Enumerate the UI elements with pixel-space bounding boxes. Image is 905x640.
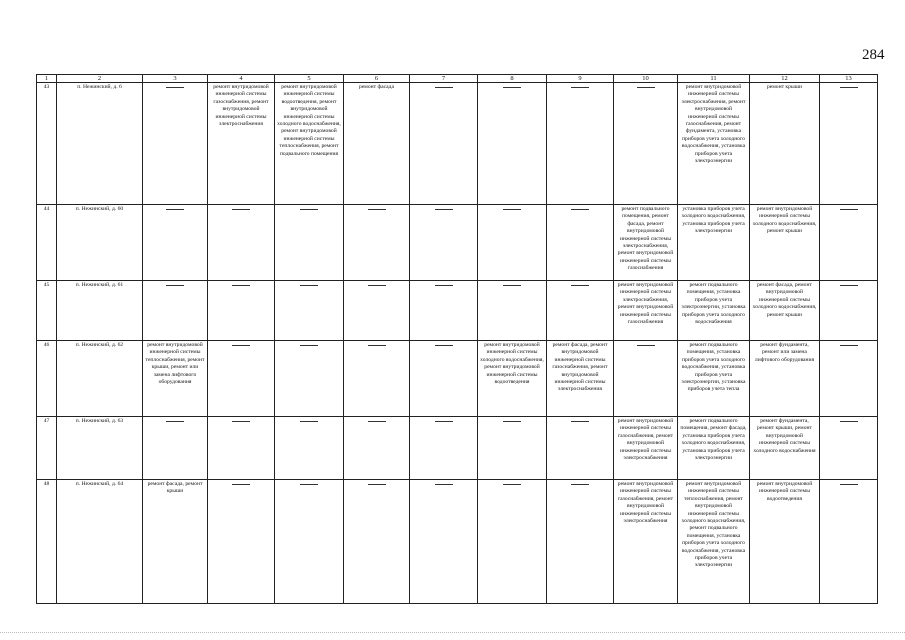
work-cell [478, 83, 547, 205]
empty-dash [840, 484, 858, 485]
work-cell: ремонт внутридомовой инженерной системы электроснабжения, ремонт внутридомовой инженерной системы газоснабжения [614, 281, 678, 341]
empty-dash [840, 87, 858, 88]
work-cell [143, 205, 208, 281]
work-cell [820, 480, 878, 604]
empty-dash [840, 285, 858, 286]
row-number: 43 [37, 83, 57, 205]
empty-dash [166, 421, 184, 422]
work-cell: ремонт внутридомовой инженерной системы теплоснабжения, ремонт крыши, ремонт или замена лифтового оборудования [143, 341, 208, 417]
work-cell [143, 83, 208, 205]
work-cell [344, 281, 410, 341]
work-cell [478, 417, 547, 480]
column-header: 9 [547, 75, 614, 83]
empty-dash [166, 209, 184, 210]
address-cell: п. Нежинский, д. 64 [57, 480, 143, 604]
empty-dash [232, 285, 250, 286]
empty-dash [232, 209, 250, 210]
empty-dash [435, 87, 453, 88]
work-cell: ремонт фасада [344, 83, 410, 205]
column-header: 2 [57, 75, 143, 83]
work-cell [208, 341, 275, 417]
work-cell [547, 281, 614, 341]
work-cell: ремонт фасада, ремонт крыши [143, 480, 208, 604]
column-header: 3 [143, 75, 208, 83]
empty-dash [435, 285, 453, 286]
work-cell [410, 417, 478, 480]
column-header: 13 [820, 75, 878, 83]
work-cell [614, 83, 678, 205]
work-cell: ремонт подвального помещения, установка приборов учета холодного водоснабжения, установка приборов учета электроэнергии, установка приборов учета тепла [678, 341, 750, 417]
work-cell [344, 341, 410, 417]
empty-dash [571, 209, 589, 210]
empty-dash [232, 345, 250, 346]
empty-dash [840, 345, 858, 346]
column-header: 12 [750, 75, 820, 83]
empty-dash [840, 421, 858, 422]
work-cell: ремонт фундамента, ремонт или замена лифтового оборудования [750, 341, 820, 417]
work-cell [547, 417, 614, 480]
work-cell [410, 480, 478, 604]
work-cell: ремонт внутридомовой инженерной системы водоотведения, ремонт внутридомовой инженерной системы холодного водоснабжения, ремонт внутридомовой инженерной системы теплоснабжения, ремонт подвального помещения [275, 83, 344, 205]
empty-dash [368, 421, 386, 422]
empty-dash [166, 87, 184, 88]
work-cell: ремонт внутридомовой инженерной системы электроснабжения, ремонт внутридомовой инженерной системы газоснабжения, ремонт фундамента, установка приборов учета холодного водоснабжения, установка приборов учета электроэнергии [678, 83, 750, 205]
table-row [37, 205, 878, 281]
work-cell [275, 480, 344, 604]
scan-edge-line [0, 632, 905, 633]
work-cell [410, 83, 478, 205]
empty-dash [637, 345, 655, 346]
work-cell [275, 281, 344, 341]
column-header: 7 [410, 75, 478, 83]
column-number-row [37, 75, 878, 83]
work-cell: ремонт подвального помещения, установка приборов учета электроэнергии, установка приборов учета холодного водоснабжения [678, 281, 750, 341]
work-cell [208, 480, 275, 604]
work-cell: ремонт подвального помещения, ремонт фасада, ремонт внутридомовой инженерной системы электроснабжения, ремонт внутридомовой инженерной системы газоснабжения [614, 205, 678, 281]
work-cell [275, 341, 344, 417]
work-cell [614, 341, 678, 417]
empty-dash [571, 285, 589, 286]
row-number: 47 [37, 417, 57, 480]
empty-dash [571, 421, 589, 422]
work-cell: ремонт крыши [750, 83, 820, 205]
column-header: 10 [614, 75, 678, 83]
address-cell: п. Нежинский, д. 6 [57, 83, 143, 205]
row-number: 44 [37, 205, 57, 281]
work-cell [820, 281, 878, 341]
table-row [37, 480, 878, 604]
work-cell [275, 205, 344, 281]
work-cell [410, 341, 478, 417]
empty-dash [503, 421, 521, 422]
table-row [37, 417, 878, 480]
row-number: 46 [37, 341, 57, 417]
work-cell: ремонт внутридомовой инженерной системы теплоснабжения, ремонт внутридомовой инженерной системы холодного водоснабжения, ремонт подвального помещения, установка приборов учета холодного водоснабжения, установка приборов учета электроэнергии [678, 480, 750, 604]
work-cell [410, 281, 478, 341]
row-number: 45 [37, 281, 57, 341]
row-number: 48 [37, 480, 57, 604]
empty-dash [300, 345, 318, 346]
work-cell [478, 205, 547, 281]
work-cell [344, 205, 410, 281]
work-cell: ремонт внутридомовой инженерной системы газоснабжения, ремонт внутридомовой инженерной системы электроснабжения [614, 480, 678, 604]
column-header: 5 [275, 75, 344, 83]
table-row [37, 83, 878, 205]
empty-dash [300, 484, 318, 485]
work-cell [208, 417, 275, 480]
empty-dash [435, 484, 453, 485]
empty-dash [232, 484, 250, 485]
empty-dash [435, 421, 453, 422]
work-cell [275, 417, 344, 480]
empty-dash [300, 209, 318, 210]
empty-dash [840, 209, 858, 210]
work-cell [344, 480, 410, 604]
work-cell [410, 205, 478, 281]
work-cell [547, 83, 614, 205]
work-cell [820, 341, 878, 417]
work-cell [547, 480, 614, 604]
work-cell [208, 281, 275, 341]
empty-dash [368, 209, 386, 210]
address-cell: п. Нежинский, д. 61 [57, 281, 143, 341]
empty-dash [571, 87, 589, 88]
address-cell: п. Нежинский, д. 63 [57, 417, 143, 480]
address-cell: п. Нежинский, д. 62 [57, 341, 143, 417]
empty-dash [435, 345, 453, 346]
page-number: 284 [862, 47, 885, 63]
table-row [37, 341, 878, 417]
work-cell [478, 480, 547, 604]
empty-dash [503, 484, 521, 485]
empty-dash [503, 87, 521, 88]
work-cell [547, 205, 614, 281]
empty-dash [503, 285, 521, 286]
work-cell: ремонт внутридомовой инженерной системы холодного водоснабжения, ремонт внутридомовой инженерной системы водоотведения [478, 341, 547, 417]
work-cell: установка приборов учета холодного водоснабжения, установка приборов учета электроэнергии [678, 205, 750, 281]
work-cell [208, 205, 275, 281]
empty-dash [368, 484, 386, 485]
empty-dash [166, 285, 184, 286]
work-cell: ремонт фундамента, ремонт крыши, ремонт внутридомовой инженерной системы холодного водоснабжения [750, 417, 820, 480]
work-cell: ремонт подвального помещения, ремонт фасада, установка приборов учета холодного водоснабжения, установка приборов учета электроэнергии [678, 417, 750, 480]
empty-dash [368, 285, 386, 286]
work-cell [344, 417, 410, 480]
empty-dash [571, 484, 589, 485]
empty-dash [232, 421, 250, 422]
work-cell [478, 281, 547, 341]
empty-dash [435, 209, 453, 210]
column-header: 6 [344, 75, 410, 83]
work-cell [820, 205, 878, 281]
work-cell [820, 83, 878, 205]
empty-dash [503, 209, 521, 210]
column-header: 11 [678, 75, 750, 83]
work-cell: ремонт внутридомовой инженерной системы газоснабжения, ремонт внутридомовой инженерной системы электроснабжения [614, 417, 678, 480]
empty-dash [368, 345, 386, 346]
work-cell: ремонт внутридомовой инженерной системы холодного водоснабжения, ремонт крыши [750, 205, 820, 281]
column-header: 8 [478, 75, 547, 83]
work-cell: ремонт внутридомовой инженерной системы водоотведения [750, 480, 820, 604]
work-cell [143, 417, 208, 480]
work-cell [143, 281, 208, 341]
column-header: 4 [208, 75, 275, 83]
work-cell [820, 417, 878, 480]
table-row [37, 281, 878, 341]
empty-dash [300, 421, 318, 422]
address-cell: п. Нежинский, д. 60 [57, 205, 143, 281]
work-cell: ремонт внутридомовой инженерной системы газоснабжения, ремонт внутридомовой инженерной системы электроснабжения [208, 83, 275, 205]
column-header: 1 [37, 75, 57, 83]
repair-schedule-table [36, 74, 878, 604]
empty-dash [300, 285, 318, 286]
work-cell: ремонт фасада, ремонт внутридомовой инженерной системы холодного водоснабжения, ремонт крыши [750, 281, 820, 341]
empty-dash [637, 87, 655, 88]
work-cell: ремонт фасада, ремонт внутридомовой инженерной системы газоснабжения, ремонт внутридомовой инженерной системы электроснабжения [547, 341, 614, 417]
